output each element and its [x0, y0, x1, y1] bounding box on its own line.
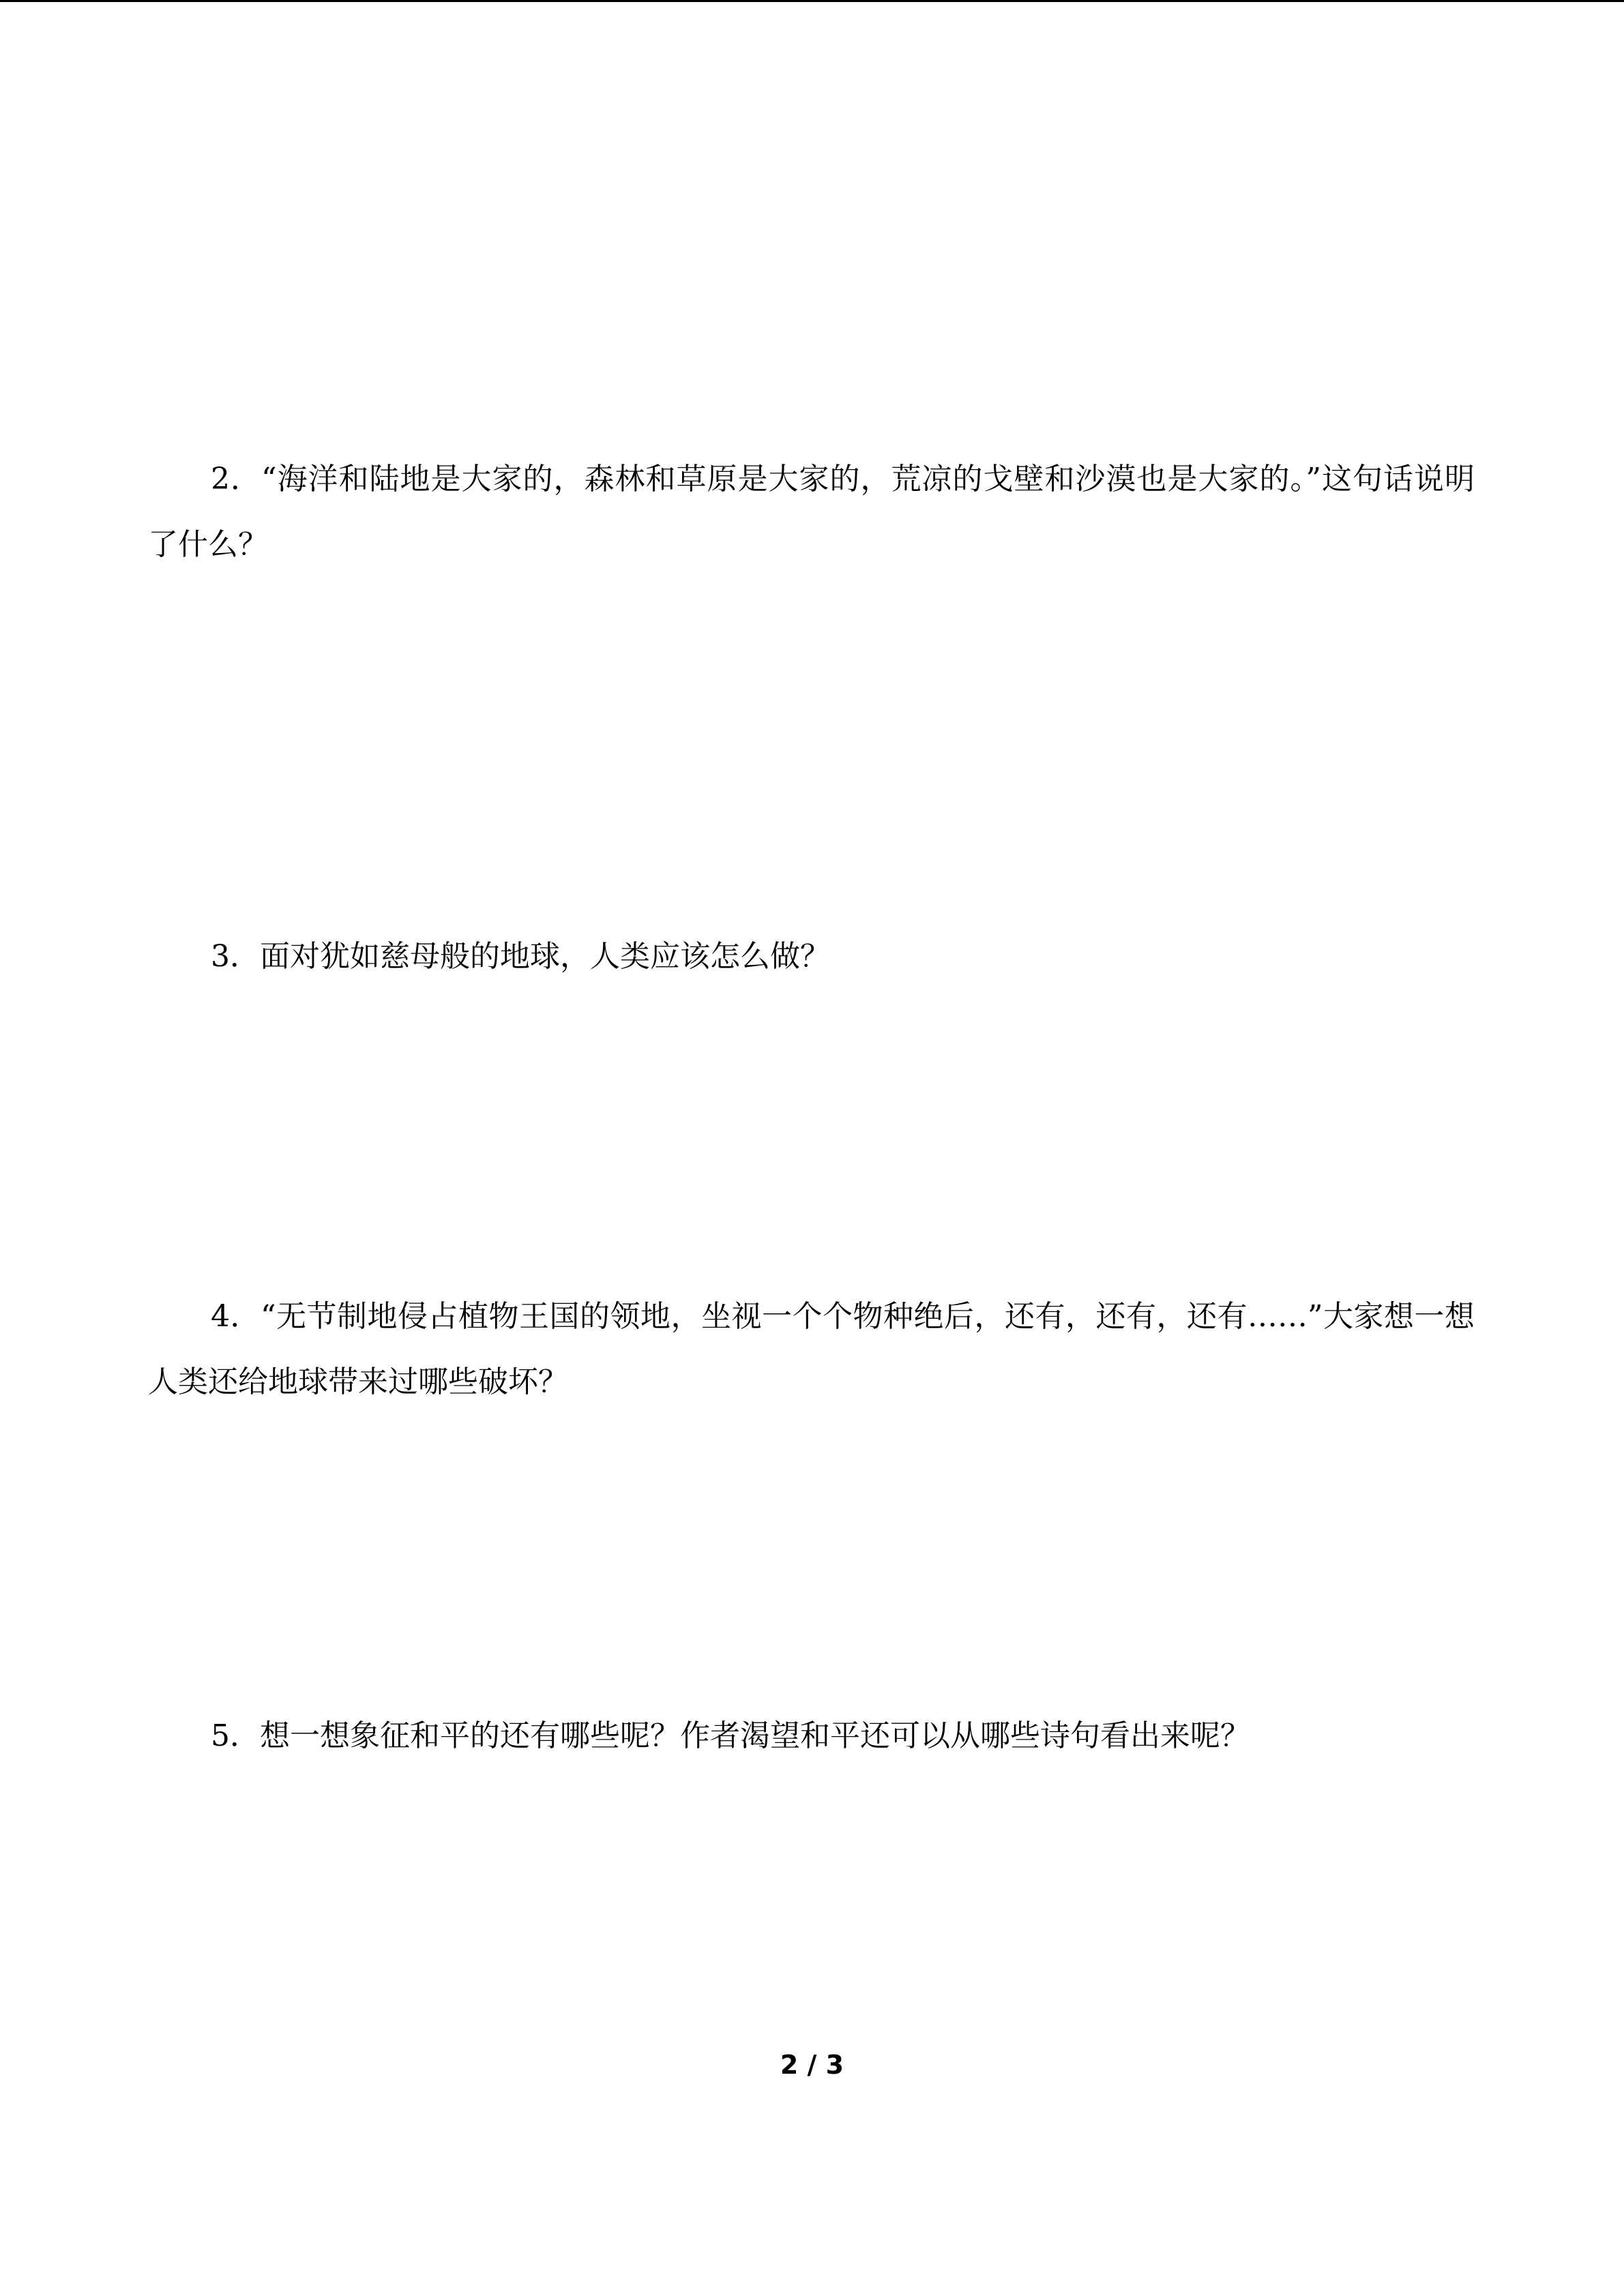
question-4: 4．“无节制地侵占植物王国的领地，坐视一个个物种绝后，还有，还有，还有……”大家想一想人类还给地球带来过哪些破坏？ — [148, 1299, 1475, 1399]
question-3: 3．面对犹如慈母般的地球，人类应该怎么做？ — [211, 939, 830, 974]
page-number: 2 / 3 — [780, 2050, 844, 2080]
question-5: 5．想一想象征和平的还有哪些呢？作者渴望和平还可以从哪些诗句看出来呢？ — [211, 1718, 1250, 1753]
question-2: 2．“海洋和陆地是大家的，森林和草原是大家的，荒凉的戈壁和沙漠也是大家的。”这句话说明了什么？ — [148, 462, 1475, 562]
page-top-border — [0, 0, 1624, 2]
